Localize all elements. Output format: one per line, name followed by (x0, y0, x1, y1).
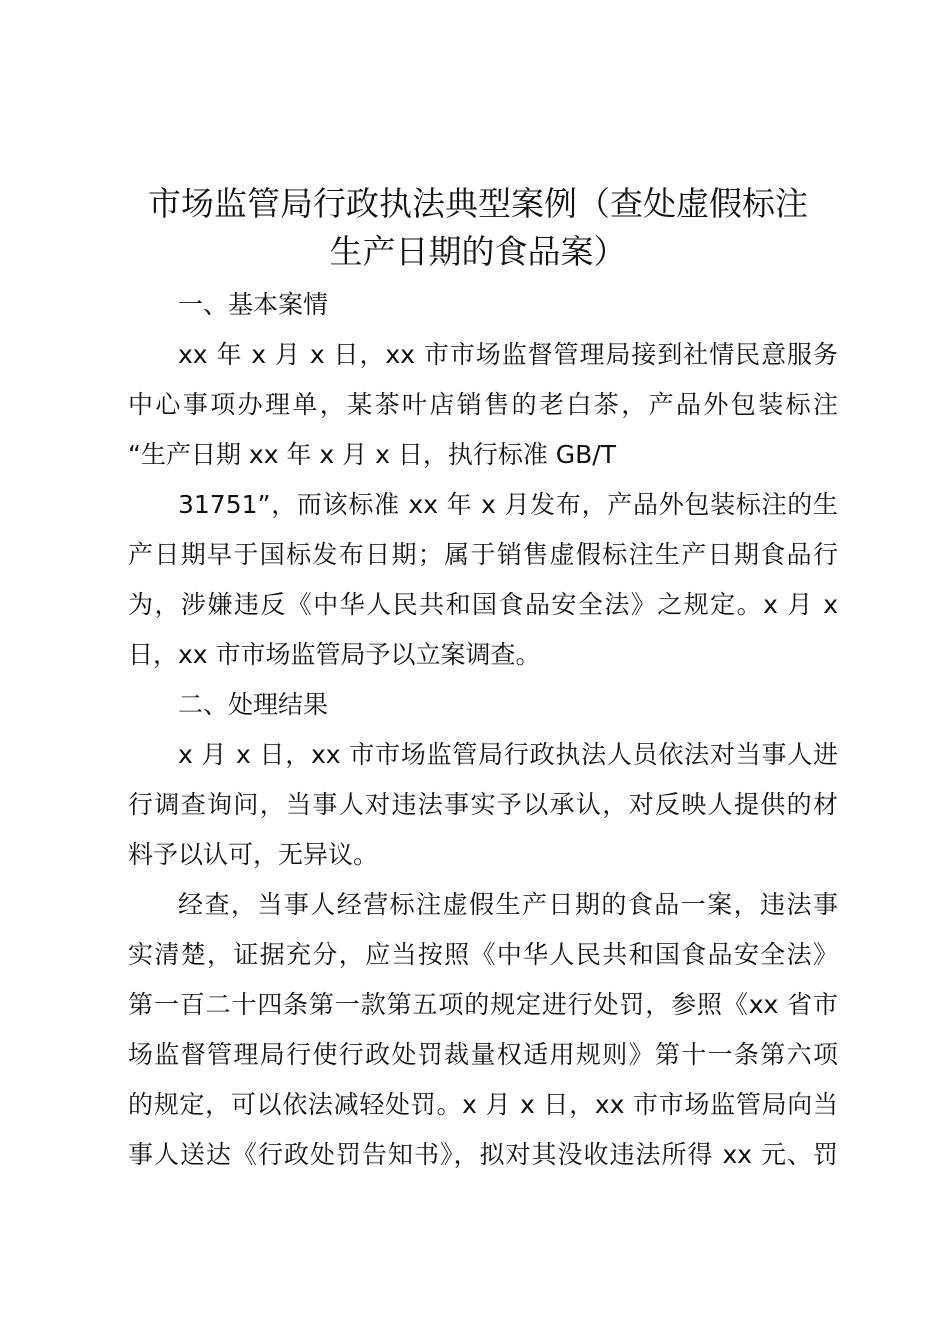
paragraph-line: 事人送达《行政处罚告知书》，拟对其没收违法所得 xx 元、罚 (128, 1140, 838, 1169)
document-title (118, 180, 838, 276)
paragraph-handling-1 (128, 730, 838, 880)
document-body (128, 280, 838, 1180)
paragraph-line: 经查，当事人经营标注虚假生产日期的食品一案，违法事 (178, 890, 838, 919)
title-line-2: 生产日期的食品案） (329, 232, 627, 271)
paragraph-line: 场监督管理局行使行政处罚裁量权适用规则》第十一条第六项 (128, 1040, 838, 1069)
paragraph-line: 第一百二十四条第一款第五项的规定进行处罚，参照《xx 省市 (128, 990, 838, 1019)
paragraph-basic-facts-1 (128, 330, 838, 480)
paragraph-line: 为，涉嫌违反《中华人民共和国食品安全法》之规定。x 月 x (128, 590, 838, 619)
paragraph-line: 行调查询问，当事人对违法事实予以承认，对反映人提供的材 (128, 790, 838, 819)
paragraph-line: 实清楚，证据充分，应当按照《中华人民共和国食品安全法》 (128, 940, 838, 969)
section-heading-handling-result: 二、处理结果 (178, 690, 329, 719)
paragraph-line: 中心事项办理单，某茶叶店销售的老白茶，产品外包装标注 (128, 390, 838, 419)
paragraph-line: 日，xx 市市场监管局予以立案调查。 (128, 640, 541, 669)
paragraph-line: 料予以认可，无异议。 (128, 840, 379, 869)
paragraph-line: 31751”，而该标准 xx 年 x 月发布，产品外包装标注的生 (178, 490, 838, 519)
paragraph-basic-facts-2 (128, 480, 838, 680)
paragraph-line: x 月 x 日，xx 市市场监管局行政执法人员依法对当事人进 (178, 740, 838, 769)
paragraph-line: 的规定，可以依法减轻处罚。x 月 x 日，xx 市市场监管局向当 (128, 1090, 838, 1119)
title-line-1: 市场监管局行政执法典型案例（查处虚假标注 (148, 184, 808, 223)
section-heading-basic-facts: 一、基本案情 (178, 290, 329, 319)
paragraph-line: “生产日期 xx 年 x 月 x 日，执行标准 GB/T (128, 440, 616, 469)
paragraph-line: 产日期早于国标发布日期；属于销售虚假标注生产日期食品行 (128, 540, 838, 569)
paragraph-handling-2 (128, 880, 838, 1180)
paragraph-line: xx 年 x 月 x 日，xx 市市场监督管理局接到社情民意服务 (178, 340, 838, 369)
